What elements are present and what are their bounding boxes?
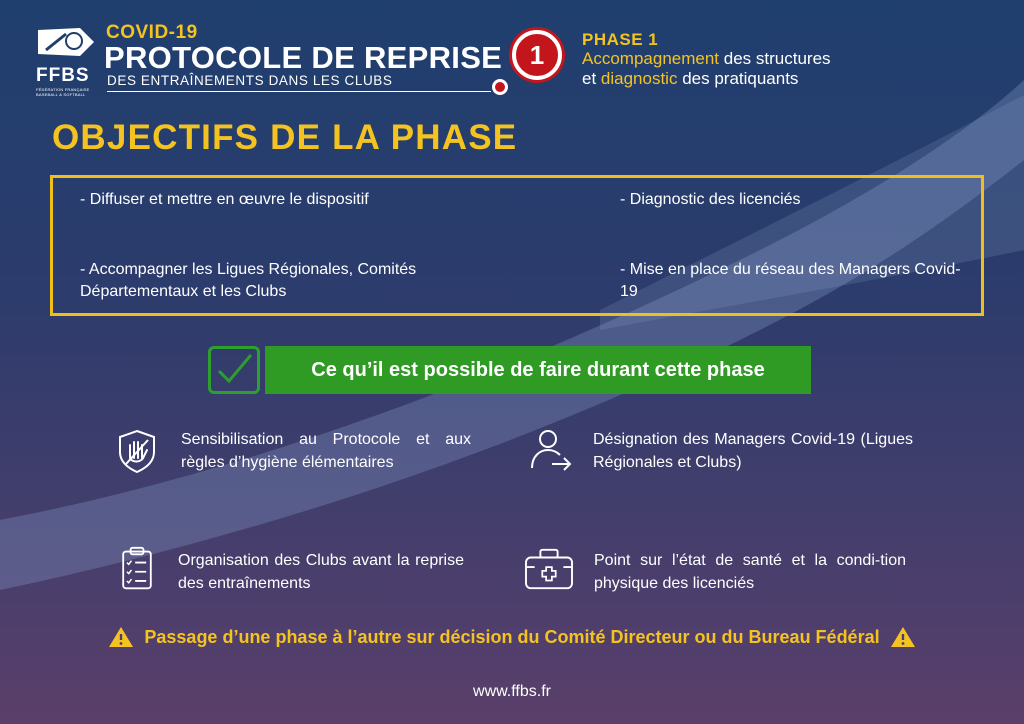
phase-label: PHASE 1 [582, 30, 659, 49]
website-link[interactable]: www.ffbs.fr [473, 683, 551, 700]
objective-item: - Diffuser et mettre en œuvre le dispositif [80, 191, 369, 208]
phase-highlight-1: Accompagnement [582, 49, 720, 68]
objective-item: - Mise en place du réseau des Managers Covid-19 [620, 261, 961, 300]
phase-dot-icon [492, 79, 508, 95]
action-text: Organisation des Clubs avant la reprise des entraînements [178, 552, 464, 592]
action-text: Sensibilisation au Protocole et aux règles d’hygiène élémentaires [181, 431, 471, 471]
medical-kit-icon [522, 546, 576, 592]
checkmark-icon [211, 349, 257, 391]
phase-line1-rest: des structures [719, 49, 831, 68]
user-arrow-icon [528, 426, 574, 472]
action-text: Désignation des Managers Covid-19 (Ligues Régionales et Clubs) [593, 431, 913, 471]
phase-description [582, 49, 831, 89]
ffbs-logo [36, 26, 100, 97]
page-title: PROTOCOLE DE REPRISE [104, 40, 503, 75]
objectives-title: OBJECTIFS DE LA PHASE [52, 118, 518, 157]
logo-subtitle: FÉDÉRATION FRANÇAISE BASEBALL & SOFTBALL [36, 87, 90, 97]
warning-icon [108, 626, 134, 648]
logo-name: FFBS [36, 65, 90, 86]
action-text: Point sur l’état de santé et la condi-tion physique des licenciés [594, 552, 906, 592]
warning-icon [890, 626, 916, 648]
clipboard-checklist-icon [114, 546, 160, 592]
phase-number-badge: 1 [512, 30, 562, 80]
phase-highlight-2: diagnostic [600, 69, 678, 88]
baseball-emblem-icon [36, 26, 98, 58]
header-divider [107, 91, 491, 92]
objective-item: - Diagnostic des licenciés [620, 191, 801, 208]
checkbox-icon [208, 346, 260, 394]
page-subtitle: DES ENTRAÎNEMENTS DANS LES CLUBS [107, 73, 393, 88]
phase-line2-rest: des pratiquants [677, 69, 799, 88]
objective-item: - Accompagner les Ligues Régionales, Comités Départementaux et les Clubs [80, 261, 417, 300]
warning-text: Passage d’une phase à l’autre sur décision du Comité Directeur ou du Bureau Fédéral [144, 626, 880, 647]
warning-notice [64, 626, 960, 648]
possible-banner: Ce qu’il est possible de faire durant cette phase [265, 346, 811, 394]
covid-label: COVID-19 [106, 22, 198, 43]
phase-line2-start: et [582, 69, 601, 88]
shield-hand-icon [114, 428, 160, 474]
